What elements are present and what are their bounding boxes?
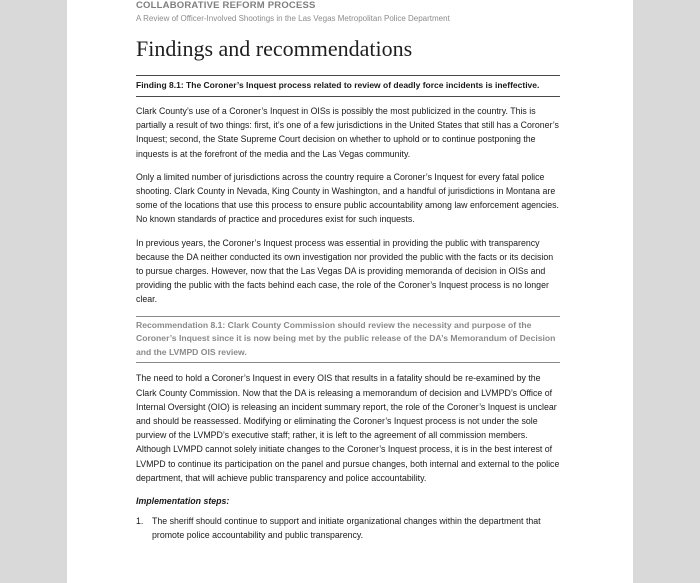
body-paragraph: Only a limited number of jurisdictions across the country require a Coroner’s Inquest for every fatal police shooting. Clark County in Nevada, King County in Washington, and a handful of jurisdictions in Montana are some of the locations that use this process to ensure public accountability among law enforcement agencies. No known standards of practice and procedures exist for such inquests. (136, 171, 559, 225)
document-page (67, 0, 633, 583)
recommendation-paragraph: The need to hold a Coroner’s Inquest in every OIS that results in a fatality should be re-examined by the Clark County Commission. Now that the DA is releasing a memorandum of decision and LVMPD’s Office of Internal Oversight (OIO) is releasing an incident summary report, the role of the Coroner’s Inquest is unclear and should be reassessed. Modifying or eliminating the Coroner’s Inquest process is not under the sole purview of the LVMPD’s executive staff; rather, it is left to the agreement of all commission members. Although LVMPD cannot solely initiate changes to the Coroner’s Inquest process, it is in the best interest of LVMPD to continue its participation on the panel and pursue changes, both internal and external to the police department, that will achieve public transparency and police accountability. (136, 373, 560, 483)
running-header-title: COLLABORATIVE REFORM PROCESS (136, 0, 316, 11)
implementation-steps-heading: Implementation steps: (136, 496, 230, 507)
body-paragraph: Clark County’s use of a Coroner’s Inquest in OISs is possibly the most publicized in the country. This is partially a result of two things: first, it’s one of a few jurisdictions in the United States that still has a Coroner’s Inquest; second, the State Supreme Court decision on whether to uphold or to continue postponing the inquests is at the forefront of the media and the Las Vegas community. (136, 106, 559, 159)
recommendation-box (136, 316, 560, 364)
running-header-subtitle: A Review of Officer-Involved Shootings in the Las Vegas Metropolitan Police Department (136, 14, 450, 23)
body-paragraph: In previous years, the Coroner’s Inquest process was essential in providing the public with transparency because the DA neither conducted its own investigation nor provided the public with the facts or its decision to pursue charges. However, now that the Las Vegas DA is providing memoranda of decision in OISs and providing the public with the facts behind each case, the role of the Coroner’s Inquest process is no longer clear. (136, 237, 554, 305)
recommendation-heading: Recommendation 8.1: Clark County Commission should review the necessity and purpose of the Coroner’s Inquest since it is now being met by the public release of the DA’s Memorandum of Decision and the LVMPD OIS review. (136, 319, 556, 357)
document-body (136, 75, 560, 543)
list-item (136, 514, 560, 542)
finding-heading: Finding 8.1: The Coroner’s Inquest process related to review of deadly force incidents is ineffective. (136, 80, 540, 90)
list-item-text: The sheriff should continue to support and initiate organizational changes within the department that promote police accountability and public transparency. (152, 516, 541, 541)
list-item-number: 1. (136, 516, 144, 527)
page-title: Findings and recommendations (136, 36, 413, 61)
finding-bottom-rule (136, 96, 560, 97)
